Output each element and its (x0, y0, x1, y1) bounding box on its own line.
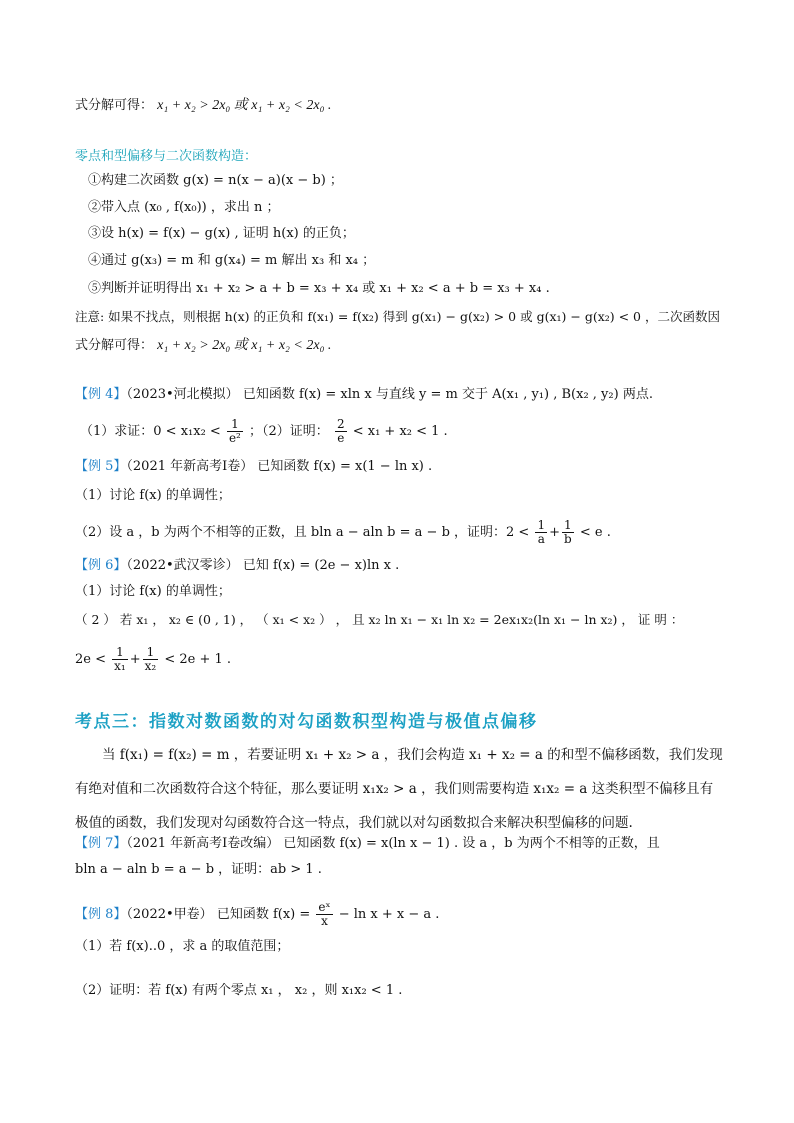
example-4-tag: 【例 4】 (75, 387, 127, 402)
example-5-source: （2021 年新高考Ⅰ卷） (126, 459, 254, 474)
example-4-frac-1-den: e² (228, 431, 241, 445)
example-7-source: （2021 年新高考Ⅰ卷改编） (126, 836, 280, 851)
note-line-2-math: x₁ + x₂ > 2x₀ 或 x₁ + x₂ < 2x₀ . (157, 338, 332, 353)
example-7-stem (75, 835, 660, 853)
example-5-q2-text: （2）设 a ，b 为两个不相等的正数，且 bln a − aln b = a − b ，证明：2 < (75, 525, 530, 540)
example-6-frac-1-num: 1 (112, 646, 128, 660)
example-4-frac-1-num: 1 (227, 418, 243, 432)
example-6-source: （2022•武汉零诊） (126, 558, 239, 573)
example-4-questions (80, 418, 448, 445)
example-4-q1: （1）求证：0 < x₁x₂ < (80, 424, 221, 439)
example-4-frac-2 (335, 418, 347, 445)
example-6-frac-2-num: 1 (143, 646, 159, 660)
note-line-2 (75, 337, 331, 355)
example-7-text: 已知函数 f(x) = x(ln x − 1) . 设 a ，b 为两个不相等的正数，且 (283, 836, 660, 851)
top-line (75, 97, 331, 115)
example-4-stem (75, 386, 653, 404)
example-6-frac-1 (112, 646, 128, 673)
step-2: ②带入点 (x₀ , f(x₀)) ，求出 n ； (88, 200, 280, 215)
example-5-frac-2-num: 1 (562, 519, 574, 533)
example-4-source: （2023•河北模拟） (126, 387, 239, 402)
example-6-q2-pre: 2e < (75, 652, 106, 667)
example-8-text: 已知函数 f(x) = (216, 907, 311, 922)
example-8-source: （2022•甲卷） (126, 907, 213, 922)
example-5-frac-2-den: b (564, 532, 572, 546)
example-5-q2 (75, 519, 611, 546)
example-8-q1: （1）若 f(x)..0 ，求 a 的取值范围； (75, 939, 290, 954)
example-4-frac-1 (227, 418, 243, 445)
example-6-frac-2 (143, 646, 159, 673)
example-6-q1: （1）讨论 f(x) 的单调性； (75, 584, 231, 599)
example-6-frac-2-den: x₂ (144, 659, 157, 673)
example-6-stem (75, 557, 399, 575)
example-8-stem (75, 901, 439, 928)
step-4: ④通过 g(x₃) = m 和 g(x₄) = m 解出 x₃ 和 x₄ ； (88, 253, 376, 268)
example-8-text-post: − ln x + x − a . (338, 907, 440, 922)
example-5-text: 已知函数 f(x) = x(1 − ln x) . (257, 459, 433, 474)
example-5-plus: + (549, 525, 561, 540)
example-7-line-2: bln a − aln b = a − b ，证明：ab > 1 . (75, 862, 322, 877)
example-5-q1: （1）讨论 f(x) 的单调性； (75, 488, 231, 503)
example-8-tag: 【例 8】 (75, 907, 127, 922)
example-6-plus: + (129, 652, 141, 667)
example-5-frac-1 (535, 519, 547, 546)
example-6-text: 已知 f(x) = (2e − x)ln x . (242, 558, 400, 573)
example-4-frac-2-den: e (337, 431, 345, 445)
example-6-q2-line-1: （ 2 ） 若 x₁ ， x₂ ∈ (0 , 1) ， （ x₁ < x₂ ） ， 且 x₂ ln x₁ − x₁ ln x₂ = 2ex₁x₂(ln x₁ − ln x₂) ， 证 明 ： (75, 612, 684, 627)
example-6-q2-suffix: < 2e + 1 . (164, 652, 232, 667)
section-heading: 考点三：指数对数函数的对勾函数积型构造与极值点偏移 (75, 712, 538, 732)
example-6-frac-1-den: x₁ (114, 659, 126, 673)
example-4-text: 已知函数 f(x) = xln x 与直线 y = m 交于 A(x₁ , y₁) , B(x₂ , y₂) 两点. (242, 387, 653, 402)
top-line-text: 式分解可得： (75, 98, 154, 113)
example-4-q2: ；（2）证明： (249, 424, 329, 439)
example-5-stem (75, 458, 432, 476)
intro-paragraph: 当 f(x₁) = f(x₂) = m ，若要证明 x₁ + x₂ > a ，我们会构造 x₁ + x₂ = a 的和型不偏移函数，我们发现有绝对值和二次函数符合这个特征，那么要证明 x₁x₂ > a ，我们则需要构造 x₁x₂ = a 这类积型不偏移且有极值的函数，我们发现对勾函数符合这一特点，我们就以对勾函数拟合来解决积型偏移的问题. (75, 747, 723, 831)
example-8-q2: （2）证明：若 f(x) 有两个零点 x₁ ， x₂ ，则 x₁x₂ < 1 . (75, 983, 403, 998)
example-4-q2-suffix: < x₁ + x₂ < 1 . (352, 424, 448, 439)
example-5-frac-2 (562, 519, 574, 546)
section-title: 零点和型偏移与二次函数构造： (75, 149, 258, 164)
top-line-math: x₁ + x₂ > 2x₀ 或 x₁ + x₂ < 2x₀ . (157, 98, 332, 113)
note-line-1: 注意: 如果不找点，则根据 h(x) 的正负和 f(x₁) = f(x₂) 得到 g(x₁) − g(x₂) > 0 或 g(x₁) − g(x₂) < 0 ，二次函数因 (75, 309, 720, 324)
step-3: ③设 h(x) = f(x) − g(x) , 证明 h(x) 的正负； (88, 226, 355, 241)
example-8-frac-num: eˣ (318, 900, 331, 914)
step-1: ①构建二次函数 g(x) = n(x − a)(x − b) ； (88, 173, 343, 188)
example-8-frac (316, 901, 332, 928)
example-4-frac-2-num: 2 (336, 417, 345, 431)
example-5-tag: 【例 5】 (75, 459, 127, 474)
example-6-tag: 【例 6】 (75, 558, 127, 573)
example-6-q2-line-2 (75, 646, 231, 673)
step-5: ⑤判断并证明得出 x₁ + x₂ > a + b = x₃ + x₄ 或 x₁ + x₂ < a + b = x₃ + x₄ . (88, 281, 550, 296)
note-line-2-text: 式分解可得： (75, 338, 154, 353)
example-7-tag: 【例 7】 (75, 836, 127, 851)
example-8-frac-den: x (321, 914, 328, 928)
example-5-q2-suffix: < e . (579, 525, 611, 540)
example-5-frac-1-num: 1 (537, 518, 546, 532)
example-5-frac-1-den: a (537, 532, 545, 546)
